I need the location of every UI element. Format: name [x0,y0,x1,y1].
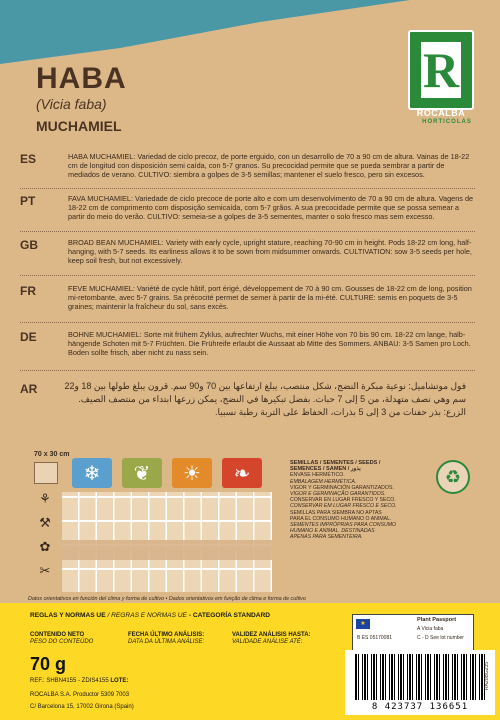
spacing-icon [34,462,58,484]
legend-item: VIGOR E GERMINAÇÃO GARANTIDOS. [290,491,386,498]
divider [20,370,475,371]
recycle-icon: ♻ [436,460,470,494]
divider [20,275,475,276]
legend-item: VIGOR Y GERMINACIÓN GARANTIZADOS. [290,484,394,491]
legend-item: SEMILLAS PARA SIEMBRA NO APTAS [290,509,382,516]
content-label [30,632,93,646]
legend-item: PARA EL CONSUMO HUMANO O ANIMAL. [290,515,392,522]
brand-name: ROCALBA [416,108,466,118]
brand-logo [408,30,474,110]
spring-icon: ❦ [122,458,162,488]
passport-cd: C - D See lot number [417,635,464,641]
address: C/ Barcelona 15, 17002 Girona (Spain) [30,704,134,710]
seed-legend [290,460,410,541]
lang-code: DE [20,330,37,344]
disclaimer: Datos orientativos en función del clima y forma de cultivo • Dados orientativos em função de clima e forma de cultivo [28,596,306,602]
eu-flag-icon: ★ [356,619,370,629]
legend-head: SEMILLAS / SEMENTES / SEEDS / [290,460,381,466]
transplant-icon: ⚒ [39,515,51,530]
lang-text: BOHNE MUCHAMIEL: Sorte mit frühem Zyklus, aufrechter Wuchs, mit einer Höhe von 70 bis 90 cm. 18-22 cm lange, halb-hängende Schoten mit 5-7 Früchten. Die Frühreife erlaubt die Aussaat ab Mitte des Sommers. ANBAU: 3-5 Samen pro Loch. Boden sollte frisch, aber nicht zu nass sein. [68,330,471,357]
barcode-digits: 8 423737 136651 [371,702,469,712]
lang-text: BROAD BEAN MUCHAMIEL: Variety with early cycle, upright stature, reaching 70-90 cm in height. Pods 18-22 cm long, half-hanging, with 5-7 seeds. Its earliness allows it to be sown from midsummer onwards. CULTIVATION: sow 3-5 seeds per hole, keep soil fresh, but not excessively. [68,238,472,265]
winter-icon: ❄ [72,458,112,488]
logo-letter: R [422,42,460,98]
category: - CATEGORÍA STANDARD [188,612,271,619]
rules-pt: / REGRAS E NORMAS UE [107,612,187,619]
product-variety: MUCHAMIEL [36,118,122,134]
rules-es: REGLAS Y NORMAS UE [30,612,106,619]
content-pt: PESO DO CONTEÚDO [30,639,94,645]
lang-text: FAVA MUCHAMIEL: Variedade de ciclo precoce de porte alto e com um desenvolvimento de 70 a 90 cm de altura. Vagens de 18-22 cm de comprimento com disposição semicaída, com 5-7 grãos. A sua precocidade permite que se possa semear a partir do meio do verão. CULTIVO: semeia-se a golpes de 3-5 sementes, manter o solo fresco mas sem excesso. [68,194,474,221]
rules-line [30,612,270,619]
passport-b: B ES 05170081 [357,635,393,641]
ref-line [30,678,128,685]
sowing-period-bar [62,540,272,560]
direct-sowing-icon: ✿ [39,539,51,554]
divider [20,231,475,232]
legend-item: CONSERVAR EM LUGAR FRESCO E SECO. [290,503,397,510]
analysis-date [128,632,204,646]
spacing-unit: cm [59,451,70,458]
lang-code: GB [20,238,38,252]
barcode [345,650,495,715]
product-latin-name: (Vicia faba) [36,96,107,112]
legend-item: ENVASE HERMÉTICO. [290,472,345,479]
validity-es: VALIDEZ ANÁLISIS HASTA: [232,632,311,638]
product-title: HABA [36,62,127,95]
passport-title: Plant Passport [417,617,457,623]
divider [20,322,475,323]
net-weight: 70 g [30,654,67,674]
passport-a: A Vicia faba [417,626,444,632]
lang-code: FR [20,284,36,298]
lot-label: LOTE: [110,678,129,684]
barcode-bars [355,654,485,700]
plant-passport [352,614,474,652]
autumn-icon: ❧ [222,458,262,488]
sowing-seedbed-icon: ⚘ [39,491,51,506]
legend-item: HUMANO E ANIMAL. DESTINADAS [290,528,375,535]
divider [20,188,475,189]
validity-pt: VALIDADE ANÁLISE ATÉ: [232,639,303,645]
spacing-value: 70 x 30 [34,451,58,458]
validity [232,632,311,646]
legend-item: CONSERVAR EN LUGAR FRESCO Y SECO. [290,497,396,504]
company: ROCALBA S.A. Productor 5309 7003 [30,692,130,698]
content-es: CONTENIDO NETO [30,632,85,638]
analysis-date-pt: DATA DA ÚLTIMA ANÁLISE: [128,639,205,645]
legend-head-2: SEMENCES / SAMEN / بذور [290,466,361,473]
legend-item: EMBALAGEM HERMÉTICA. [290,478,357,485]
ref-code: REF.: SHBN4155 - ZDIS4155 [30,678,109,684]
analysis-date-es: FECHA ÚLTIMO ANÁLISIS: [128,632,205,638]
lang-text: FEVE MUCHAMIEL: Variété de cycle hâtif, port érigé, développement de 70 à 90 cm. Gousses de 18-22 cm de long, position mi-retombante, avec 5-7 grains. Sa précocité permet de semer à partir de la mi-été. CULTURE: semis en poquets de 3-5 graines; maintenir la fraîcheur du sol, sans excès. [68,284,472,311]
lang-code: AR [20,382,38,396]
lang-code: PT [20,194,36,208]
lang-text: HABA MUCHAMIEL: Variedad de ciclo precoz, de porte erguido, con un desarrollo de 70 a 90 cm de altura. Vainas de 18-22 cm de longitud con disposición semi caída, con 5-7 granos. Su precocidad permite que se pueda sembrar a partir de mediados de verano. CULTIVO: siembra a golpes de 3-5 semillas; mantener el suelo fresco, pero sin excesos. [68,152,470,179]
legend-item: SEMENTES IMPRÓPRIAS PARA CONSUMO [290,522,397,529]
brand-subtitle: HORTICOLAS [422,119,472,125]
harvest-icon: ✂ [39,563,51,578]
desc-ar-text: فول موتشاميل: نوعية مبكرة النضج، شكل منتصب، يبلغ ارتفاعها بين 70 و90 سم. قرون يبلغ طولها بين 18 و22 سم وهي نصف متهدلة، من 5 إلى 7 حبات. بفضل تبكيرها في النضج، يمكن زرعها ابتداء من منتصف الصيف. الزرع: بذر حفنات من 3 إلى 5 بذرات، الحفاظ على التربة رطبة نسبيا. [64,381,466,417]
vertical-code: RA20BG235 [484,661,490,690]
lang-code: ES [20,152,37,166]
spacing-label [34,451,69,458]
legend-item: APENAS PARA SEMENTEIRA. [290,534,363,541]
summer-icon: ☀ [172,458,212,488]
